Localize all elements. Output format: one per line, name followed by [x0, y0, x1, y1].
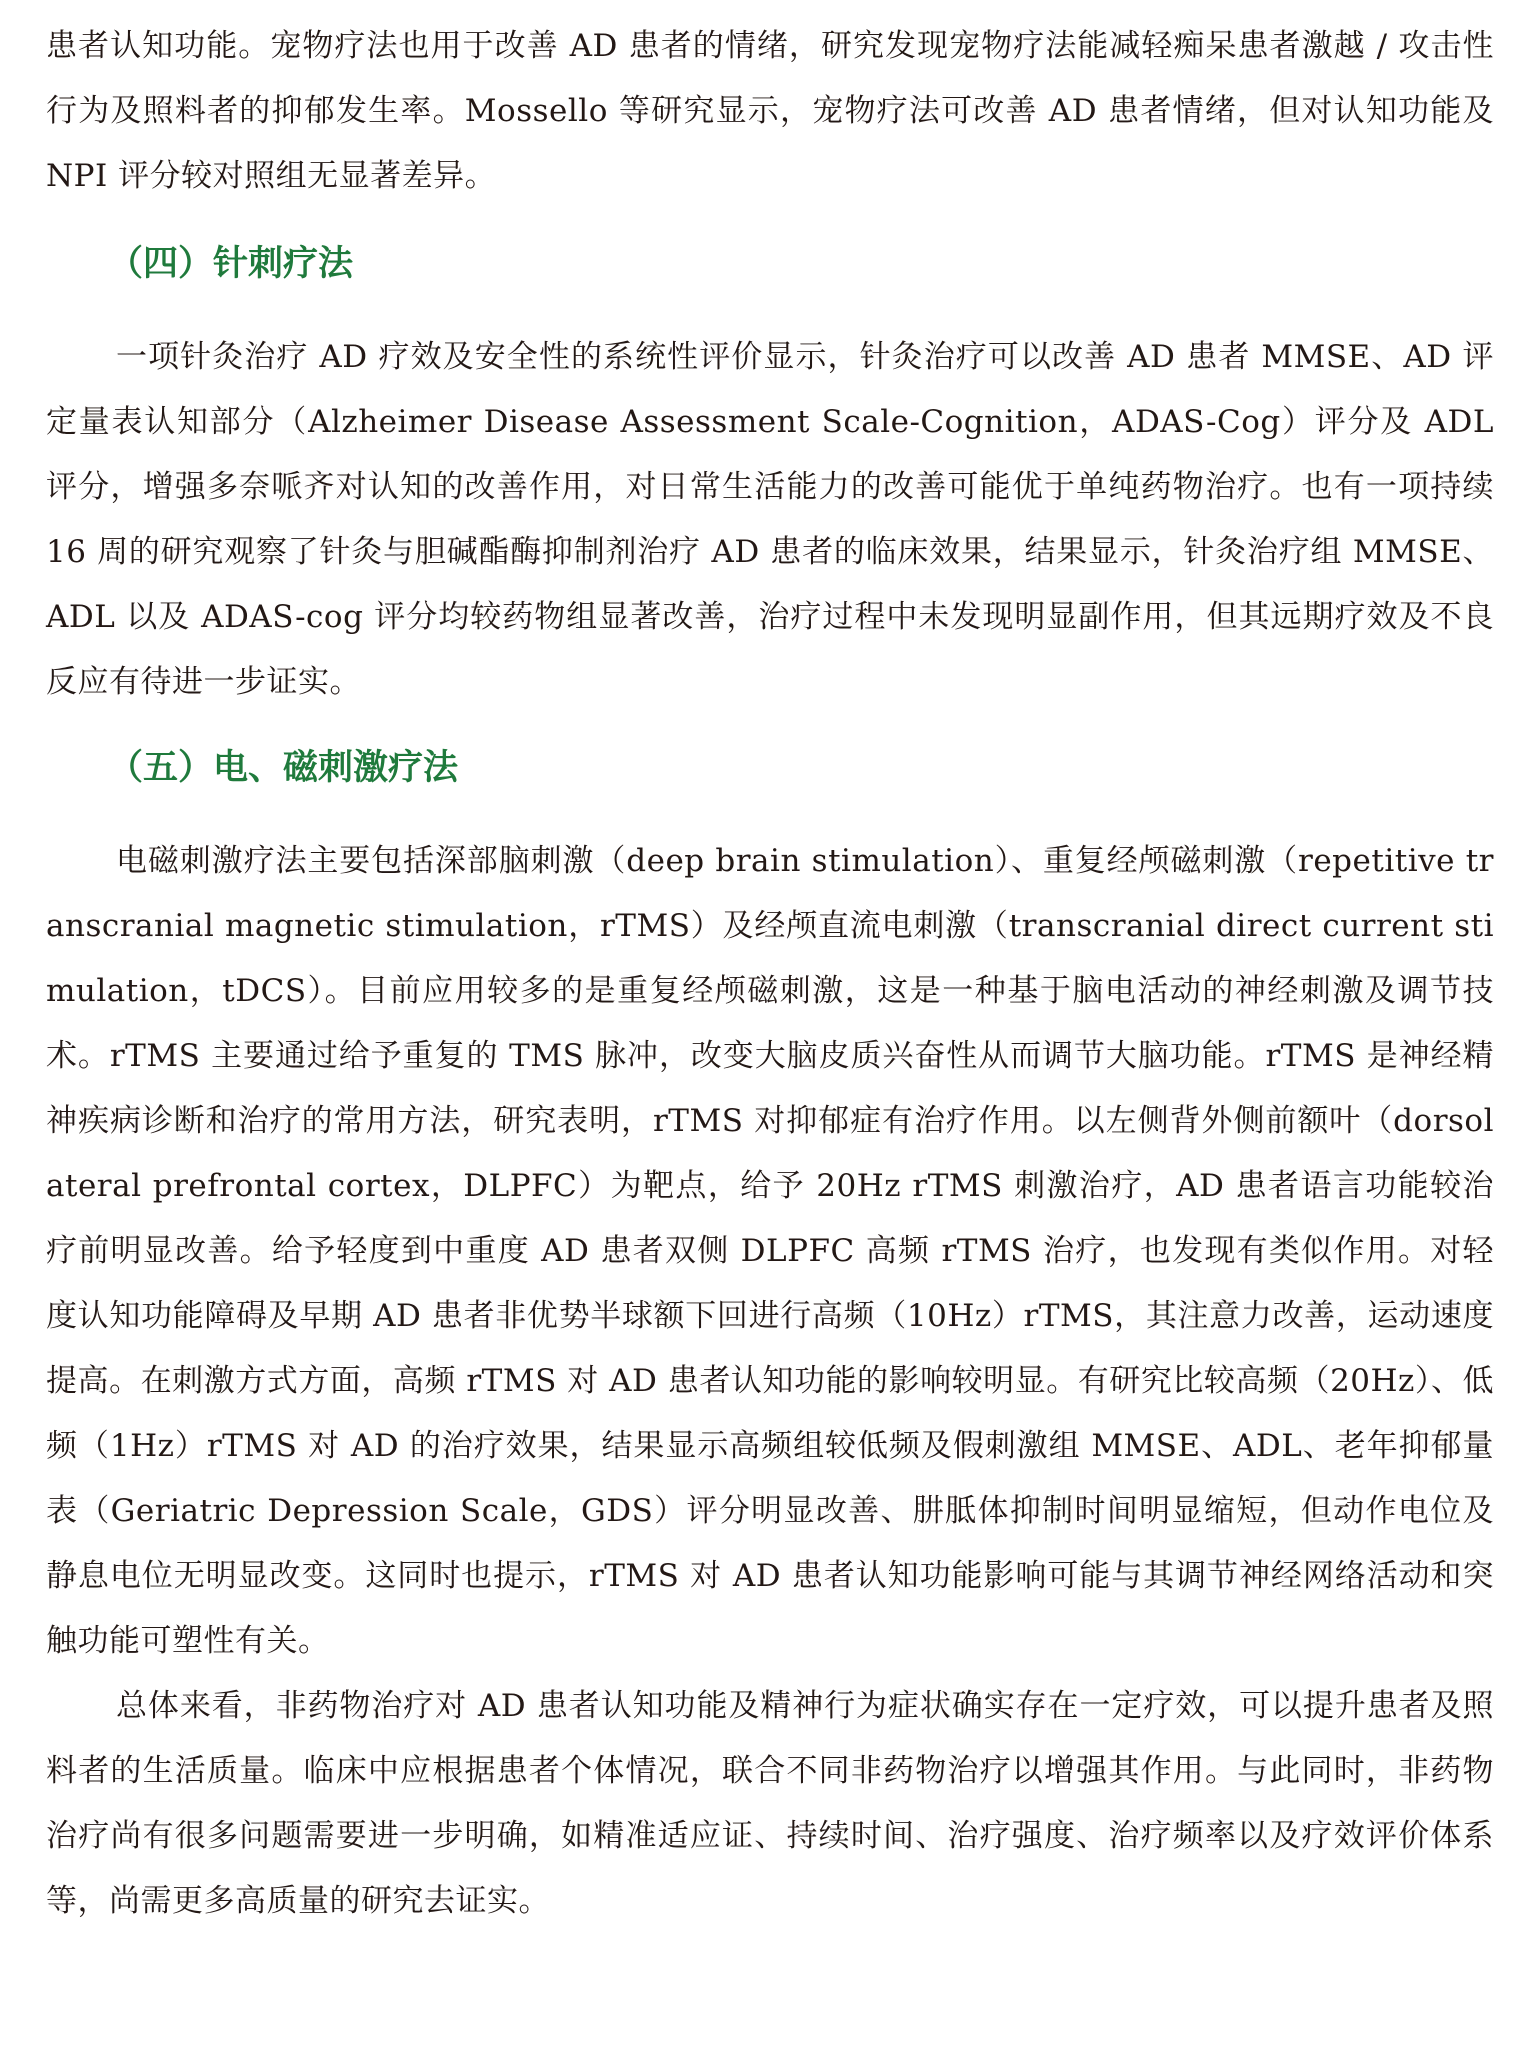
section-heading-electromagnetic: （五）电、磁刺激疗法	[108, 748, 459, 788]
paragraph-acupuncture: 一项针灸治疗 AD 疗效及安全性的系统性评价显示，针灸治疗可以改善 AD 患者 MMSE、AD 评定量表认知部分（Alzheimer Disease Assessment Scale-Cognition，ADAS-Cog）评分及 ADL 评分，增强多奈哌齐对认知的改善作用，对日常生活能力的改善可能优于单纯药物治疗。也有一项持续 16 周的研究观察了针灸与胆碱酯酶抑制剂治疗 AD 患者的临床效果，结果显示，针灸治疗组 MMSE、ADL 以及 ADAS-cog 评分均较药物组显著改善，治疗过程中未发现明显副作用，但其远期疗效及不良反应有待进一步证实。	[46, 339, 1494, 700]
document-page	[46, 14, 1494, 1934]
paragraph-intro: 患者认知功能。宠物疗法也用于改善 AD 患者的情绪，研究发现宠物疗法能减轻痴呆患者激越 / 攻击性行为及照料者的抑郁发生率。Mossello 等研究显示，宠物疗法可改善 AD 患者情绪，但对认知功能及 NPI 评分较对照组无显著差异。	[46, 28, 1494, 194]
section-heading-acupuncture: （四）针刺疗法	[108, 244, 354, 284]
paragraph-summary: 总体来看，非药物治疗对 AD 患者认知功能及精神行为症状确实存在一定疗效，可以提升患者及照料者的生活质量。临床中应根据患者个体情况，联合不同非药物治疗以增强其作用。与此同时，非药物治疗尚有很多问题需要进一步明确，如精准适应证、持续时间、治疗强度、治疗频率以及疗效评价体系等，尚需更多高质量的研究去证实。	[46, 1688, 1494, 1919]
paragraph-electromagnetic: 电磁刺激疗法主要包括深部脑刺激（deep brain stimulation）、重复经颅磁刺激（repetitive transcranial magnetic stimulation，rTMS）及经颅直流电刺激（transcranial direct current stimulation，tDCS）。目前应用较多的是重复经颅磁刺激，这是一种基于脑电活动的神经刺激及调节技术。rTMS 主要通过给予重复的 TMS 脉冲，改变大脑皮质兴奋性从而调节大脑功能。rTMS 是神经精神疾病诊断和治疗的常用方法，研究表明，rTMS 对抑郁症有治疗作用。以左侧背外侧前额叶（dorsolateral prefrontal cortex，DLPFC）为靶点，给予 20Hz rTMS 刺激治疗，AD 患者语言功能较治疗前明显改善。给予轻度到中重度 AD 患者双侧 DLPFC 高频 rTMS 治疗，也发现有类似作用。对轻度认知功能障碍及早期 AD 患者非优势半球额下回进行高频（10Hz）rTMS，其注意力改善，运动速度提高。在刺激方式方面，高频 rTMS 对 AD 患者认知功能的影响较明显。有研究比较高频（20Hz）、低频（1Hz）rTMS 对 AD 的治疗效果，结果显示高频组较低频及假刺激组 MMSE、ADL、老年抑郁量表（Geriatric Depression Scale，GDS）评分明显改善、肼胝体抑制时间明显缩短，但动作电位及静息电位无明显改变。这同时也提示，rTMS 对 AD 患者认知功能影响可能与其调节神经网络活动和突触功能可塑性有关。	[46, 843, 1494, 1659]
